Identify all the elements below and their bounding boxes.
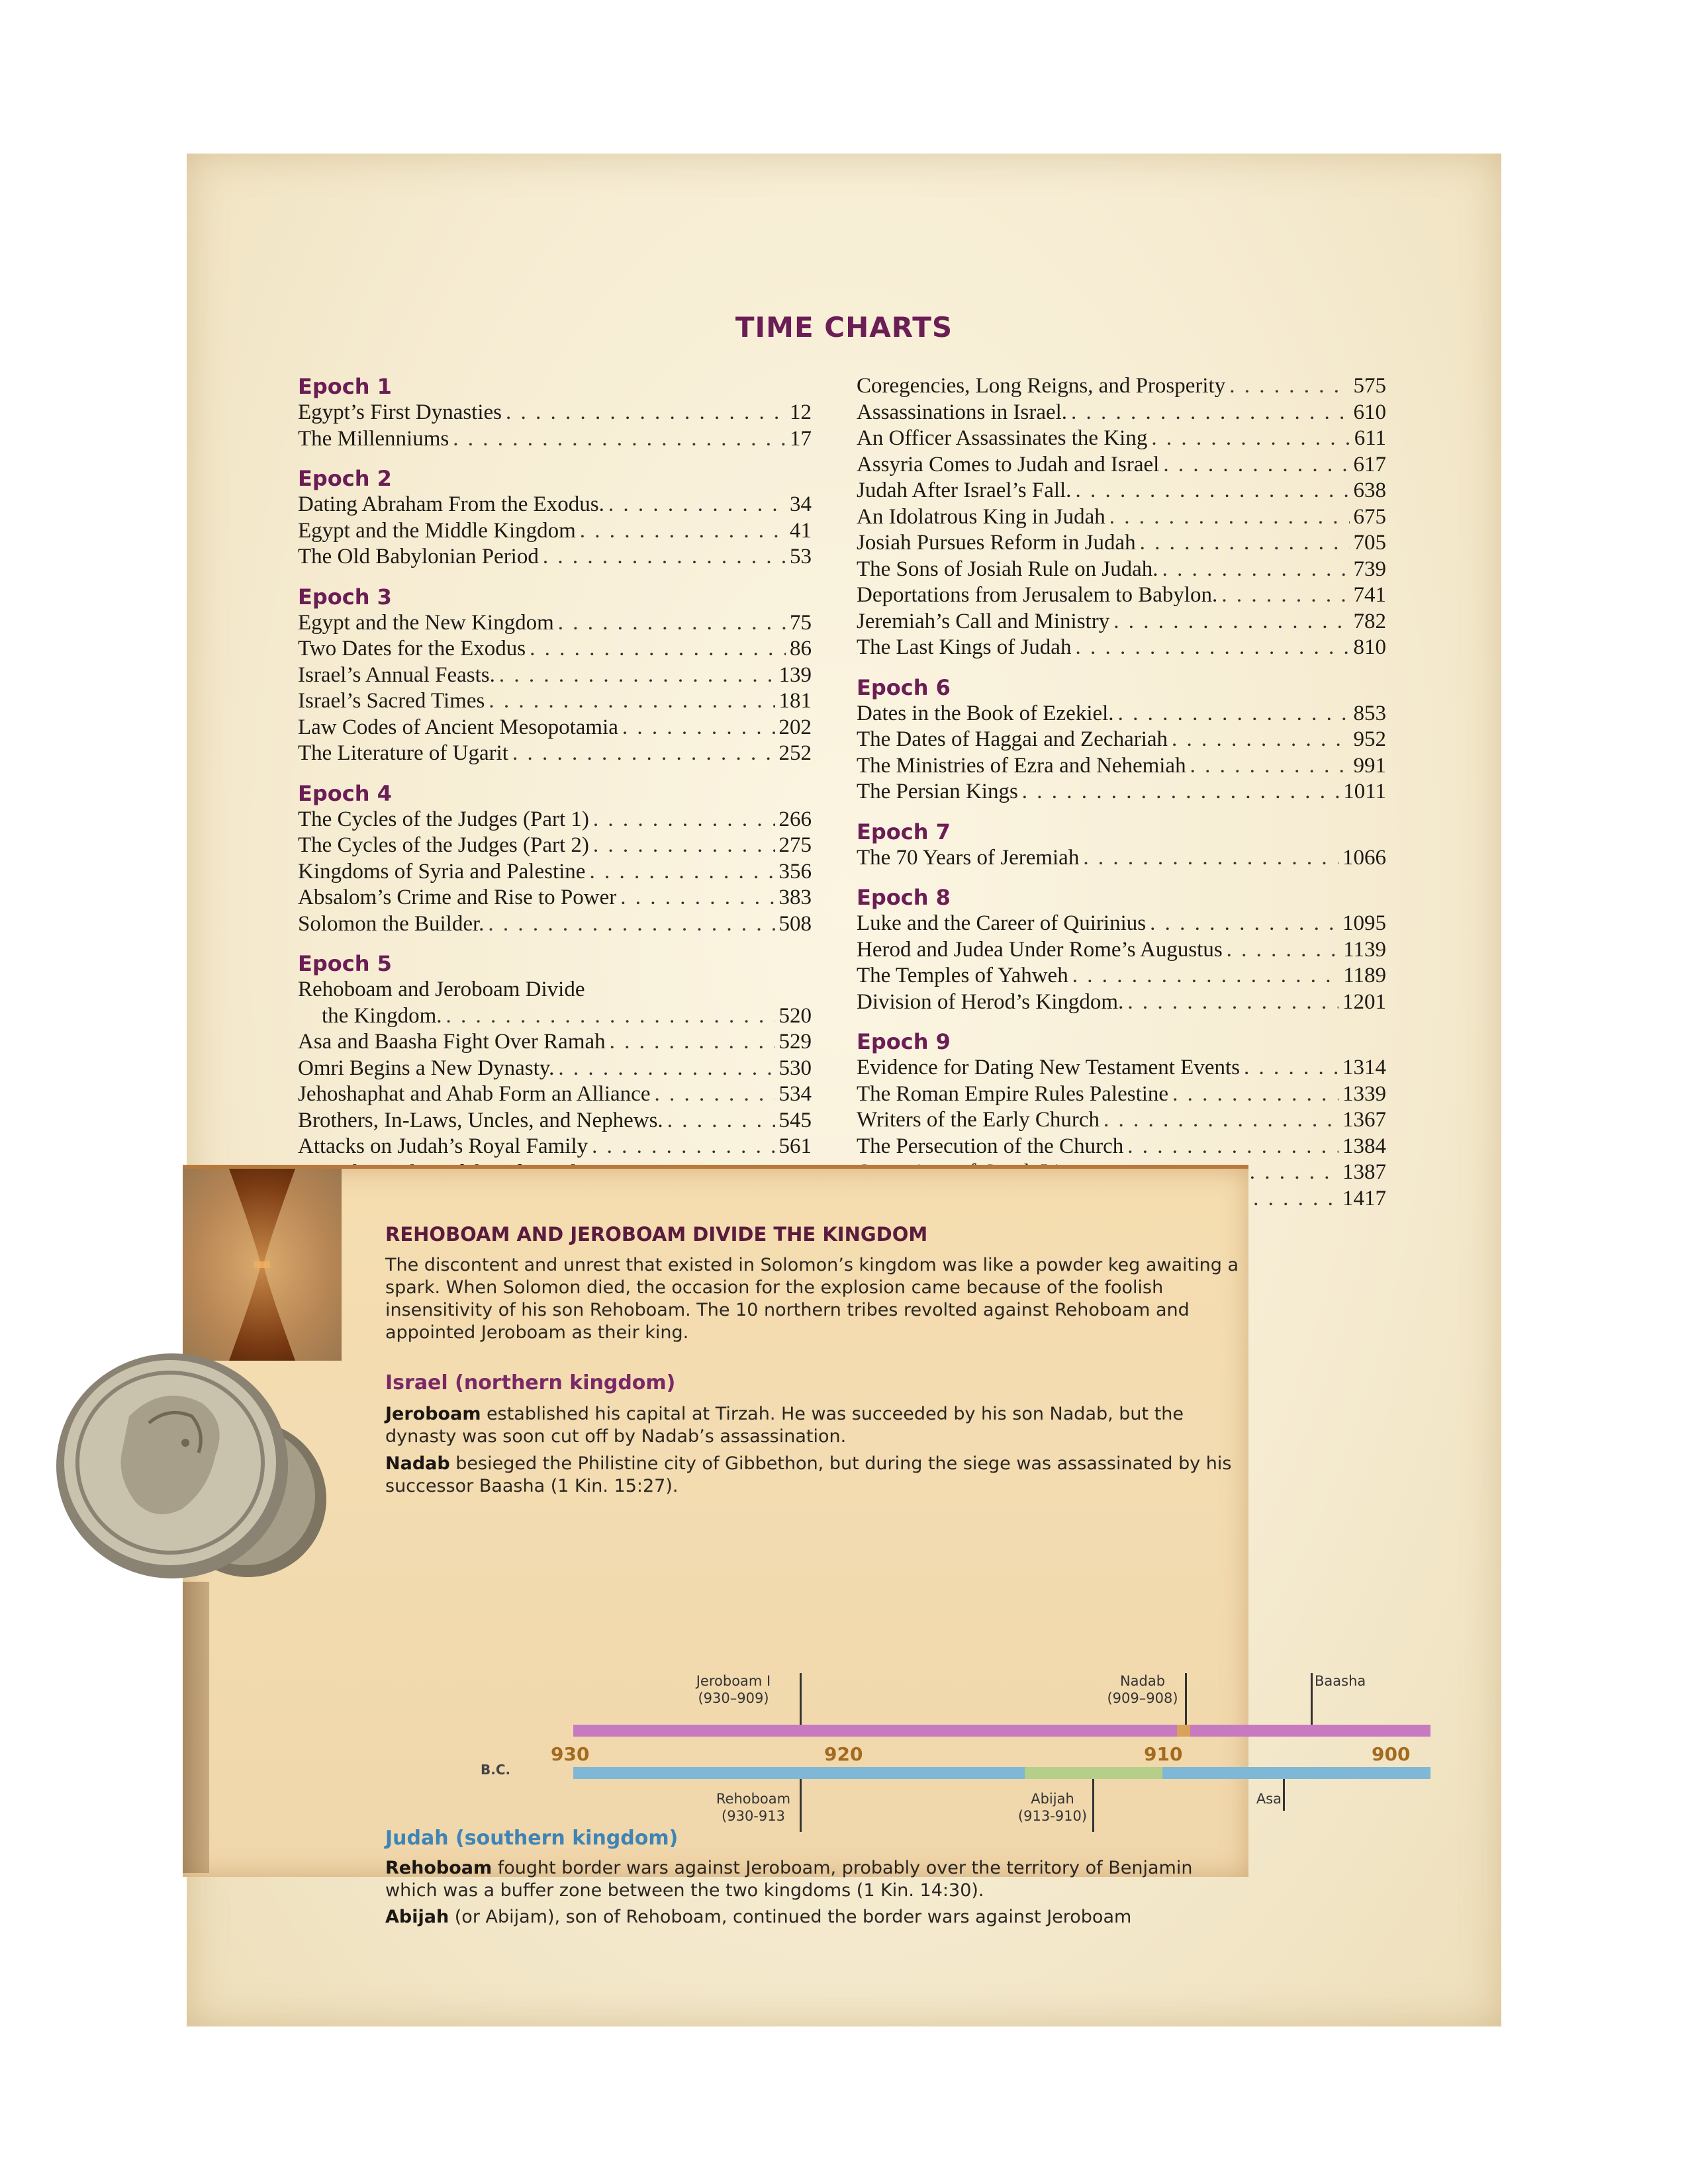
toc-page-number: 991 [1353, 753, 1386, 778]
epoch-label: Epoch 6 [857, 674, 951, 700]
toc-leader-dots [1190, 753, 1350, 780]
toc-entry[interactable] [857, 1134, 1386, 1160]
toc-entry[interactable] [857, 582, 1386, 609]
toc-entry[interactable] [298, 1029, 812, 1056]
toc-page-number: 1339 [1342, 1081, 1386, 1106]
toc-entry[interactable] [857, 779, 1386, 805]
toc-entry[interactable] [298, 688, 812, 715]
toc-left-column [298, 373, 812, 1226]
toc-entry[interactable] [857, 911, 1386, 937]
toc-page-number: 534 [778, 1082, 812, 1106]
toc-leader-dots [1072, 963, 1340, 989]
toc-entry-title: Egypt’s First Dynasties [298, 400, 502, 424]
toc-leader-dots [1075, 635, 1349, 661]
abijah-bold: Abijah [385, 1907, 449, 1927]
jeroboam-text: established his capital at Tirzah. He was succeeded by his son Nadab, but the dynasty was soon cut off by Nadab’s assassination. [385, 1404, 1184, 1447]
toc-entry[interactable] [298, 715, 812, 741]
toc-page-number: 638 [1353, 478, 1386, 502]
toc-leader-dots [1113, 609, 1349, 635]
jeroboam-bold: Jeroboam [385, 1404, 481, 1424]
toc-page-number: 575 [1353, 374, 1386, 398]
epoch-block [857, 884, 1386, 1015]
toc-page-number: 530 [778, 1056, 812, 1080]
toc-leader-dots [530, 636, 786, 662]
toc-entry[interactable] [298, 885, 812, 911]
epoch-label: Epoch 1 [298, 374, 392, 399]
toc-page-number: 739 [1353, 557, 1386, 581]
sidebar-intro: The discontent and unrest that existed in Solomon’s kingdom was like a powder keg awaiting a spark. When Solomon died, the occasion for the explosion came because of the foolish insensitivity of his son Rehoboam. The 10 northern tribes revolted against Rehoboam and appointed Jeroboam as their king. [385, 1255, 1239, 1343]
toc-entry-title: The Cycles of the Judges (Part 1) [298, 807, 589, 831]
rehoboam-text: fought border wars against Jeroboam, probably over the territory of Benjamin which was a buffer zone between the two kingdoms (1 Kin. 14:30). [385, 1858, 1193, 1901]
toc-entry[interactable] [298, 610, 812, 637]
toc-entry[interactable] [857, 504, 1386, 531]
toc-entry-title: Writers of the Early Church [857, 1108, 1100, 1132]
toc-entry[interactable] [857, 727, 1386, 753]
rehoboam-bold: Rehoboam [385, 1858, 492, 1878]
toc-entry-title: Evidence for Dating New Testament Events [857, 1056, 1240, 1079]
toc-leader-dots [558, 1056, 774, 1082]
epoch-block [857, 373, 1386, 661]
hourglass-image [183, 1169, 342, 1361]
toc-entry-title: the Kingdom. [322, 1003, 442, 1028]
epoch-label: Epoch 3 [298, 584, 392, 610]
toc-entry[interactable] [298, 1108, 812, 1134]
epoch-block [298, 584, 812, 767]
epoch-block [298, 465, 812, 570]
judah-paragraph-2 [385, 1906, 1239, 1929]
toc-page-number: 1314 [1342, 1056, 1386, 1079]
toc-entry-title: Asa and Baasha Fight Over Ramah [298, 1030, 606, 1054]
toc-page-number: 12 [790, 400, 812, 424]
toc-leader-dots [1221, 582, 1349, 609]
toc-page-number: 17 [790, 426, 812, 451]
toc-leader-dots [1075, 478, 1349, 504]
toc-leader-dots [608, 492, 786, 518]
toc-leader-dots [445, 1003, 774, 1030]
timeline-tick [1185, 1673, 1187, 1726]
toc-entry[interactable] [298, 544, 812, 570]
toc-page-number: 705 [1353, 531, 1386, 555]
toc-leader-dots [593, 833, 775, 859]
toc-leader-dots [543, 544, 786, 570]
toc-entry-title: Absalom’s Crime and Rise to Power [298, 886, 617, 909]
toc-leader-dots [1127, 1134, 1338, 1160]
toc-page-number: 853 [1353, 701, 1386, 725]
timeline-king-rehoboam: Rehoboam (930-913 [716, 1791, 791, 1824]
toc-leader-dots [1151, 426, 1350, 452]
toc-leader-dots [499, 662, 775, 689]
toc-page-number: 810 [1353, 635, 1386, 659]
toc-page-number: 53 [790, 545, 812, 569]
year-920: 920 [824, 1743, 863, 1765]
toc-entry[interactable] [857, 753, 1386, 780]
toc-entry-title: Luke and the Career of Quirinius [857, 911, 1147, 935]
toc-leader-dots [488, 911, 774, 938]
toc-page-number: 520 [778, 1003, 812, 1028]
toc-page-number: 617 [1353, 452, 1386, 477]
toc-leader-dots [1109, 504, 1350, 531]
toc-leader-dots [1140, 530, 1350, 557]
toc-entry-title: Assyria Comes to Judah and Israel [857, 452, 1160, 477]
epoch-block [298, 780, 812, 938]
toc-entry[interactable] [857, 426, 1386, 452]
toc-entry-title: The Persecution of the Church [857, 1134, 1124, 1158]
decorative-band [183, 1582, 209, 1873]
toc-page-number: 1189 [1343, 964, 1386, 987]
toc-page-number: 1387 [1342, 1160, 1386, 1184]
toc-leader-dots [1162, 557, 1350, 583]
judah-paragraph-1 [385, 1857, 1239, 1902]
toc-leader-dots [1071, 400, 1349, 426]
toc-leader-dots [1244, 1055, 1338, 1081]
toc-page-number: 86 [790, 637, 812, 660]
toc-entry[interactable] [298, 859, 812, 886]
toc-leader-dots [1127, 989, 1338, 1016]
toc-page-number: 356 [778, 859, 812, 884]
toc-page-number: 252 [778, 741, 812, 765]
toc-page-number: 181 [778, 689, 812, 713]
toc-leader-dots [453, 426, 786, 453]
toc-entry-title: Division of Herod’s Kingdom. [857, 989, 1124, 1014]
toc-page-number: 545 [778, 1108, 812, 1132]
toc-entry[interactable] [857, 1107, 1386, 1134]
toc-leader-dots [489, 688, 774, 715]
timeline-tick [800, 1779, 802, 1832]
toc-page-number: 1417 [1342, 1186, 1386, 1210]
timeline-king-jeroboam: Jeroboam I (930–909) [696, 1673, 771, 1706]
toc-entry[interactable] [857, 557, 1386, 583]
toc-entry[interactable] [298, 426, 812, 453]
abijah-reign-bar [1025, 1767, 1162, 1779]
toc-leader-dots [1172, 1081, 1338, 1108]
toc-page-number: 952 [1353, 727, 1386, 751]
nadab-text: besieged the Philistine city of Gibbethon, but during the siege was assassinated by his successor Baasha (1 Kin. 15:27). [385, 1453, 1232, 1496]
toc-entry-title: Solomon the Builder. [298, 911, 485, 936]
toc-page-number: 41 [790, 518, 812, 543]
toc-leader-dots [1083, 845, 1338, 872]
toc-leader-dots [558, 610, 786, 637]
epoch-label: Epoch 4 [298, 780, 392, 806]
toc-entry[interactable] [298, 1003, 812, 1030]
toc-entry-title: The Ministries of Ezra and Nehemiah [857, 753, 1186, 778]
toc-entry[interactable] [298, 741, 812, 767]
toc-leader-dots [580, 518, 786, 545]
toc-leader-dots [654, 1081, 774, 1108]
toc-entry-title: Brothers, In-Laws, Uncles, and Nephews. [298, 1108, 663, 1132]
toc-entry-title: The Sons of Josiah Rule on Judah. [857, 557, 1158, 581]
toc-leader-dots [1172, 727, 1349, 753]
toc-leader-dots [1163, 452, 1349, 478]
ancient-coin-image [50, 1343, 334, 1608]
toc-page-number: 675 [1353, 504, 1386, 529]
epoch-label: Epoch 8 [857, 885, 951, 910]
toc-entry[interactable] [298, 833, 812, 859]
toc-page-number: 741 [1353, 583, 1386, 607]
toc-leader-dots [610, 1029, 775, 1056]
toc-entry[interactable] [857, 635, 1386, 661]
epoch-label: Epoch 7 [857, 819, 951, 844]
toc-entry[interactable] [298, 1134, 812, 1160]
toc-entry-title: An Idolatrous King in Judah [857, 504, 1105, 529]
toc-entry[interactable] [857, 478, 1386, 504]
timeline-tick [1092, 1779, 1094, 1832]
era-label: B.C. [481, 1762, 511, 1778]
toc-page-number: 611 [1354, 426, 1386, 450]
toc-page-number: 1095 [1342, 911, 1386, 935]
judah-heading: Judah (southern kingdom) [385, 1827, 679, 1850]
judah-reign-bar [573, 1767, 1430, 1779]
epoch-block [857, 674, 1386, 805]
timeline-king-baasha: Baasha [1315, 1673, 1366, 1689]
timeline-tick [1311, 1673, 1313, 1726]
toc-entry-title: Herod and Judea Under Rome’s Augustus [857, 937, 1223, 962]
toc-entry-title: The Millenniums [298, 426, 449, 451]
toc-leader-dots [1022, 779, 1339, 805]
toc-page-number: 34 [790, 492, 812, 516]
year-910: 910 [1144, 1743, 1183, 1765]
toc-entry[interactable] [857, 845, 1386, 872]
israel-paragraph-2 [385, 1453, 1239, 1498]
timeline-king-nadab: Nadab (909–908) [1107, 1673, 1178, 1706]
toc-leader-dots [620, 885, 774, 911]
toc-page-number: 1011 [1343, 780, 1386, 803]
toc-entry[interactable] [298, 911, 812, 938]
toc-entry[interactable] [298, 1081, 812, 1108]
toc-page-number: 266 [778, 807, 812, 831]
toc-entry[interactable] [857, 963, 1386, 989]
toc-entry[interactable] [857, 1081, 1386, 1108]
toc-entry-title: Coregencies, Long Reigns, and Prosperity [857, 374, 1226, 398]
toc-entry[interactable] [298, 1056, 812, 1082]
timeline-king-abijah: Abijah (913-910) [1017, 1791, 1088, 1824]
israel-paragraph-1 [385, 1403, 1239, 1448]
toc-entry-title: Dates in the Book of Ezekiel. [857, 701, 1114, 725]
epoch-label: Epoch 5 [298, 951, 392, 976]
toc-page-number: 275 [778, 833, 812, 857]
toc-entry-title: Jeremiah’s Call and Ministry [857, 609, 1110, 633]
toc-page-number: 529 [778, 1030, 812, 1054]
toc-entry-title: Dating Abraham From the Exodus. [298, 492, 604, 516]
toc-entry-title: The 70 Years of Jeremiah [857, 845, 1080, 870]
nadab-bold: Nadab [385, 1453, 450, 1474]
toc-entry-title: Law Codes of Ancient Mesopotamia [298, 715, 618, 739]
epoch-block [298, 373, 812, 452]
toc-page-number: 1066 [1342, 845, 1386, 870]
toc-entry-title: The Roman Empire Rules Palestine [857, 1081, 1169, 1106]
toc-entry-title: The Temples of Yahweh [857, 964, 1068, 987]
toc-entry-title: Attacks on Judah’s Royal Family [298, 1134, 588, 1158]
toc-page-number: 1139 [1343, 937, 1386, 962]
toc-entry[interactable] [857, 937, 1386, 964]
nadab-reign-bar [1177, 1725, 1190, 1737]
toc-entry[interactable] [298, 492, 812, 518]
toc-page-number: 610 [1353, 400, 1386, 424]
toc-entry[interactable] [298, 400, 812, 426]
toc-entry-title: Rehoboam and Jeroboam Divide [298, 978, 585, 1001]
toc-entry-title: Israel’s Sacred Times [298, 689, 485, 713]
toc-leader-dots [1118, 701, 1350, 727]
toc-page-number: 139 [778, 662, 812, 687]
toc-leader-dots [592, 1134, 774, 1160]
toc-page-number: 561 [778, 1134, 812, 1158]
toc-entry[interactable] [857, 701, 1386, 727]
epoch-label: Epoch 9 [857, 1029, 951, 1054]
toc-right-column [857, 373, 1386, 1225]
toc-entry[interactable] [857, 989, 1386, 1016]
toc-leader-dots [1150, 911, 1338, 937]
toc-page-number: 1384 [1342, 1134, 1386, 1158]
toc-leader-dots [506, 400, 786, 426]
toc-entry-title: The Old Babylonian Period [298, 545, 539, 569]
toc-page-number: 1367 [1342, 1108, 1386, 1132]
toc-entry[interactable] [857, 400, 1386, 426]
toc-entry-title: Deportations from Jerusalem to Babylon. [857, 583, 1218, 607]
toc-entry[interactable] [857, 452, 1386, 478]
toc-entry-title: Kingdoms of Syria and Palestine [298, 859, 586, 884]
toc-leader-dots [1229, 373, 1349, 400]
toc-entry[interactable] [298, 518, 812, 545]
toc-leader-dots [1227, 937, 1340, 964]
toc-entry[interactable] [857, 1055, 1386, 1081]
page-title: TIME CHARTS [735, 311, 953, 343]
toc-entry[interactable] [857, 530, 1386, 557]
toc-entry-title: Egypt and the Middle Kingdom [298, 518, 576, 543]
toc-entry-title: The Last Kings of Judah [857, 635, 1072, 659]
toc-entry-title: Omri Begins a New Dynasty. [298, 1056, 555, 1080]
toc-page-number: 508 [778, 911, 812, 936]
toc-leader-dots [622, 715, 775, 741]
toc-page-number: 383 [778, 886, 812, 909]
toc-entry[interactable] [857, 609, 1386, 635]
toc-page-number: 1201 [1342, 989, 1386, 1014]
toc-page-number: 202 [778, 715, 812, 739]
toc-entry[interactable] [298, 807, 812, 833]
toc-entry[interactable] [298, 662, 812, 689]
abijah-text: (or Abijam), son of Rehoboam, continued the border wars against Jeroboam [449, 1907, 1132, 1927]
year-900: 900 [1372, 1743, 1411, 1765]
toc-page-number: 782 [1353, 609, 1386, 633]
year-930: 930 [551, 1743, 590, 1765]
toc-leader-dots [593, 807, 775, 833]
epoch-label: Epoch 2 [298, 466, 392, 491]
toc-entry-title: Israel’s Annual Feasts. [298, 662, 495, 687]
toc-leader-dots [589, 859, 774, 886]
toc-entry-title: Judah After Israel’s Fall. [857, 478, 1072, 502]
toc-page-number: 75 [790, 610, 812, 635]
israel-heading: Israel (northern kingdom) [385, 1371, 676, 1394]
toc-entry[interactable] [298, 636, 812, 662]
toc-entry[interactable] [857, 373, 1386, 400]
toc-entry-title: The Cycles of the Judges (Part 2) [298, 833, 589, 857]
epoch-block [857, 819, 1386, 872]
toc-entry-title: Jehoshaphat and Ahab Form an Alliance [298, 1082, 651, 1106]
toc-entry-title: Josiah Pursues Reform in Judah [857, 531, 1136, 555]
toc-entry-title: The Dates of Haggai and Zechariah [857, 727, 1168, 751]
toc-entry-title: An Officer Assassinates the King [857, 426, 1148, 450]
toc-leader-dots [512, 741, 775, 767]
israel-reign-bar [573, 1725, 1430, 1737]
toc-entry-title: The Persian Kings [857, 780, 1018, 803]
timeline-king-asa: Asa [1256, 1791, 1282, 1807]
toc-entry-title: Egypt and the New Kingdom [298, 610, 554, 635]
sidebar-title: REHOBOAM AND JEROBOAM DIVIDE THE KINGDOM [385, 1223, 928, 1246]
toc-leader-dots [667, 1108, 775, 1134]
toc-entry-title: Two Dates for the Exodus [298, 637, 526, 660]
toc-entry-title: The Literature of Ugarit [298, 741, 508, 765]
timeline-tick [800, 1673, 802, 1726]
toc-leader-dots [1103, 1107, 1338, 1134]
timeline-tick [1283, 1779, 1285, 1811]
toc-entry-title: Assassinations in Israel. [857, 400, 1068, 424]
